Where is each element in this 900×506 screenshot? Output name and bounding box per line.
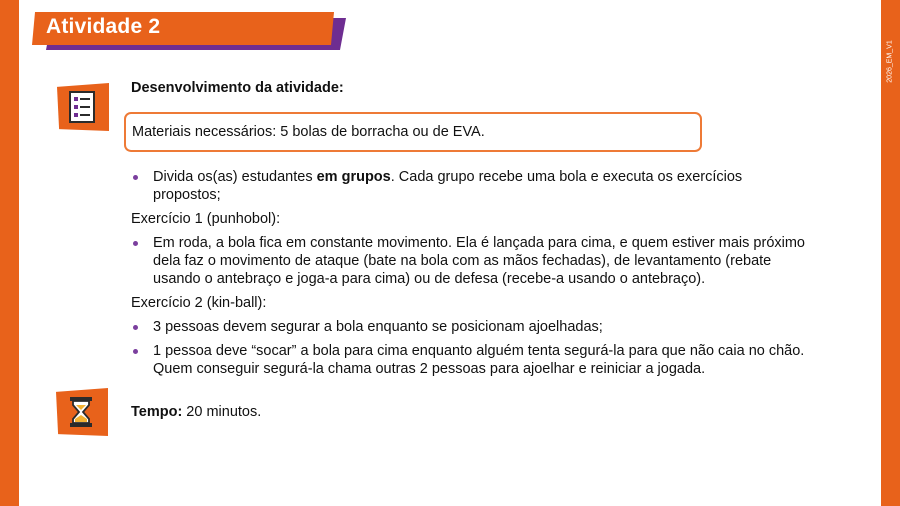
tempo-label: Tempo:	[131, 404, 183, 420]
bullet-dot	[133, 325, 138, 330]
bullet1-prefix: Divida os(as) estudantes	[153, 169, 317, 185]
section-heading: Desenvolvimento da atividade:	[131, 80, 344, 96]
list-item	[131, 318, 811, 336]
bullet1-bold: em grupos	[316, 169, 391, 185]
title-banner	[32, 12, 350, 52]
exercise1-text: Em roda, a bola fica em constante movimento. Ela é lançada para cima, e quem estiver mais próximo dela faz o movimento de ataque (bate na bola com as mãos fechadas), de levantamento (rebate usando o antebraço e joga-a para cima) ou de defesa (recebe-a usando o antebraço).	[153, 235, 805, 287]
hourglass-icon	[68, 396, 94, 428]
materials-box	[124, 112, 702, 152]
checklist-icon	[69, 91, 95, 123]
exercise2-title: Exercício 2 (kin-ball):	[131, 295, 267, 311]
list-item	[131, 168, 811, 204]
side-code-text: 2026_EM_V1	[887, 39, 895, 83]
bullet-dot	[133, 349, 138, 354]
bullet-dot	[133, 241, 138, 246]
side-code	[881, 26, 900, 96]
exercise2-item-2: 1 pessoa deve “socar” a bola para cima enquanto alguém tenta segurá-la para que não caia no chão. Quem conseguir segurá-la chama outras 2 pessoas para ajoelhar e reiniciar a jogada.	[153, 343, 805, 377]
bullet1-suffix: . Cada grupo recebe uma bola e executa os exercícios propostos;	[153, 169, 743, 203]
tempo-value: 20 minutos.	[182, 404, 262, 420]
exercise2-item-1: 3 pessoas devem segurar a bola enquanto se posicionam ajoelhadas;	[153, 319, 603, 335]
bullet-dot	[133, 175, 138, 180]
checklist-icon-box	[57, 83, 109, 131]
hourglass-icon-box	[56, 388, 108, 436]
activity-content	[131, 168, 811, 384]
tempo-line	[131, 404, 261, 420]
list-item	[131, 342, 811, 378]
exercise1-title: Exercício 1 (punhobol):	[131, 211, 281, 227]
materials-text: Materiais necessários: 5 bolas de borracha ou de EVA.	[132, 124, 485, 140]
left-border	[0, 0, 19, 506]
list-item	[131, 234, 811, 288]
page-title: Atividade 2	[46, 15, 161, 38]
